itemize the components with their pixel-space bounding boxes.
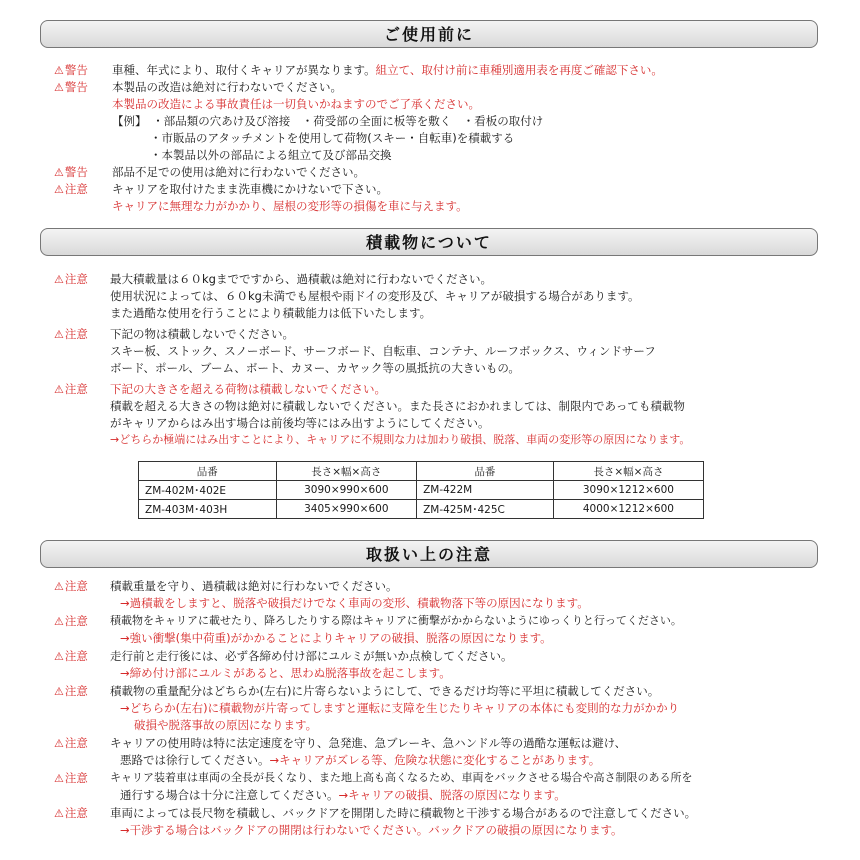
text-line: ・本製品以外の部品による組立て及び部品交換 — [150, 148, 392, 162]
warning-triangle-icon: ⚠ — [54, 166, 64, 179]
table-cell: 3405×990×600 — [276, 500, 417, 519]
caution-tag: ⚠注意 — [54, 684, 88, 698]
caution-tag: ⚠注意 — [54, 272, 88, 286]
caution-tag: ⚠注意 — [54, 806, 88, 820]
text-line: 下記の物は積載しないでください。 — [110, 327, 294, 341]
text-line: →締め付け部にユルミがあると、思わぬ脱落事故を起こします。 — [120, 666, 451, 680]
text-line: →強い衝撃(集中荷重)がかかることによりキャリアの破損、脱落の原因になります。 — [120, 631, 552, 645]
table-row — [139, 500, 704, 519]
text-line: →干渉する場合はバックドアの開閉は行わないでください。バックドアの破損の原因になります。 — [120, 823, 623, 837]
table-cell: 3090×1212×600 — [553, 481, 703, 500]
table-header-row — [139, 462, 704, 481]
warning-triangle-icon: ⚠ — [54, 580, 64, 593]
warning-triangle-icon: ⚠ — [54, 383, 64, 396]
text-line: 積載重量を守り、過積載は絶対に行わないでください。 — [110, 579, 398, 593]
warning-triangle-icon: ⚠ — [54, 737, 64, 750]
text-line: 通行する場合は十分に注意してください。→キャリアの破損、脱落の原因になります。 — [120, 788, 566, 802]
text-line: キャリアの使用時は特に法定速度を守り、急発進、急ブレーキ、急ハンドル等の過酷な運転は避け、 — [110, 736, 627, 750]
text-line: 積載を超える大きさの物は絶対に積載しないでください。また長さにおかれましては、制限内であっても積載物 — [110, 399, 685, 413]
warning-triangle-icon: ⚠ — [54, 685, 64, 698]
table-header-cell: 長さ×幅×高さ — [553, 462, 703, 481]
section-header-handling: 取扱い上の注意 — [40, 540, 818, 568]
caution-tag: ⚠注意 — [54, 382, 88, 396]
size-limit-table — [138, 461, 704, 519]
table-cell: 4000×1212×600 — [553, 500, 703, 519]
section-header-before-use: ご使用前に — [40, 20, 818, 48]
table-header-cell: 品番 — [139, 462, 277, 481]
text-line: ボード、ポール、ブーム、ボート、カヌー、カヤック等の風抵抗の大きいもの。 — [110, 361, 520, 375]
text-line: スキー板、ストック、スノーボード、サーフボード、自転車、コンテナ、ルーフボックス、ウィンドサーフ — [110, 344, 656, 358]
text-line: →どちらか(左右)に積載物が片寄ってしますと運転に支障を生じたりキャリアの本体にも変則的な力がかかり — [120, 701, 680, 715]
warning-tag: ⚠警告 — [54, 80, 88, 94]
warning-tag: ⚠警告 — [54, 165, 88, 179]
text-line: 破損や脱落事故の原因になります。 — [134, 718, 318, 732]
text-line: 悪路では徐行してください。→キャリアがズレる等、危険な状態に変化することがあります。 — [120, 753, 601, 767]
text-line: 部品不足での使用は絶対に行わないでください。 — [112, 165, 365, 179]
text-line: 走行前と走行後には、必ず各締め付け部にユルミが無いか点検してください。 — [110, 649, 513, 663]
text-line: 最大積載量は６０kgまでですから、過積載は絶対に行わないでください。 — [110, 272, 492, 286]
text-line: キャリアを取付けたまま洗車機にかけないで下さい。 — [112, 182, 388, 196]
text-line: キャリア装着車は車両の全長が長くなり、また地上高も高くなるため、車両をバックさせる場合や高さ制限のある所を — [110, 771, 693, 784]
text-line: 積載物の重量配分はどちらか(左右)に片寄らないようにして、できるだけ均等に平坦に積載してください。 — [110, 684, 660, 698]
text-line: 車種、年式により、取付くキャリアが異なります。組立て、取付け前に車種別適用表を再度ご確認下さい。 — [112, 63, 663, 77]
text-line: がキャリアからはみ出す場合は前後均等にはみ出すようにしてください。 — [110, 416, 490, 430]
text-line: 車両によっては長尺物を積載し、バックドアを開閉した時に積載物と干渉する場合があるので注意してください。 — [110, 806, 697, 820]
text-line: 積載物をキャリアに載せたり、降ろしたりする際はキャリアに衝撃がかからないようにゆっくりと行ってください。 — [110, 614, 682, 627]
table-cell: 3090×990×600 — [276, 481, 417, 500]
text-line: 【例】 ・部品類の穴あけ及び溶接 ・荷受部の全面に板等を敷く ・看板の取付け — [112, 114, 544, 128]
warning-triangle-icon: ⚠ — [54, 183, 64, 196]
warning-triangle-icon: ⚠ — [54, 328, 64, 341]
caution-tag: ⚠注意 — [54, 614, 88, 628]
warning-triangle-icon: ⚠ — [54, 615, 64, 628]
text-line: 下記の大きさを超える荷物は積載しないでください。 — [110, 382, 386, 396]
table-row — [139, 481, 704, 500]
caution-tag: ⚠注意 — [54, 736, 88, 750]
warning-triangle-icon: ⚠ — [54, 273, 64, 286]
text-line: →過積載をしますと、脱落や破損だけでなく車両の変形、積載物落下等の原因になります。 — [120, 596, 589, 610]
warning-triangle-icon: ⚠ — [54, 650, 64, 663]
text-line: ・市販品のアタッチメントを使用して荷物(スキー・自転車)を積載する — [150, 131, 515, 145]
warning-triangle-icon: ⚠ — [54, 81, 64, 94]
warning-triangle-icon: ⚠ — [54, 64, 64, 77]
caution-tag: ⚠注意 — [54, 579, 88, 593]
text-line: また過酷な使用を行うことにより積載能力は低下いたします。 — [110, 306, 432, 320]
table-cell: ZM-402M･402E — [139, 481, 277, 500]
text-line: 使用状況によっては、６０kg未満でも屋根や雨ドイの変形及び、キャリアが破損する場合があります。 — [110, 289, 640, 303]
table-header-cell: 長さ×幅×高さ — [276, 462, 417, 481]
warning-tag: ⚠警告 — [54, 63, 88, 77]
text-line: 本製品の改造による事故責任は一切負いかねますのでご了承ください。 — [112, 97, 480, 111]
warning-triangle-icon: ⚠ — [54, 807, 64, 820]
table-cell: ZM-403M･403H — [139, 500, 277, 519]
caution-tag: ⚠注意 — [54, 182, 88, 196]
table-cell: ZM-422M — [417, 481, 554, 500]
table-cell: ZM-425M･425C — [417, 500, 554, 519]
caution-tag: ⚠注意 — [54, 327, 88, 341]
table-header-cell: 品番 — [417, 462, 554, 481]
warning-triangle-icon: ⚠ — [54, 772, 64, 785]
text-line: 本製品の改造は絶対に行わないでください。 — [112, 80, 342, 94]
caution-tag: ⚠注意 — [54, 649, 88, 663]
caution-tag: ⚠注意 — [54, 771, 88, 785]
text-line: キャリアに無理な力がかかり、屋根の変形等の損傷を車に与えます。 — [112, 199, 468, 213]
section-header-cargo: 積載物について — [40, 228, 818, 256]
text-line: →どちらか極端にはみ出すことにより、キャリアに不規則な力は加わり破損、脱落、車両の変形等の原因になります。 — [110, 433, 691, 446]
